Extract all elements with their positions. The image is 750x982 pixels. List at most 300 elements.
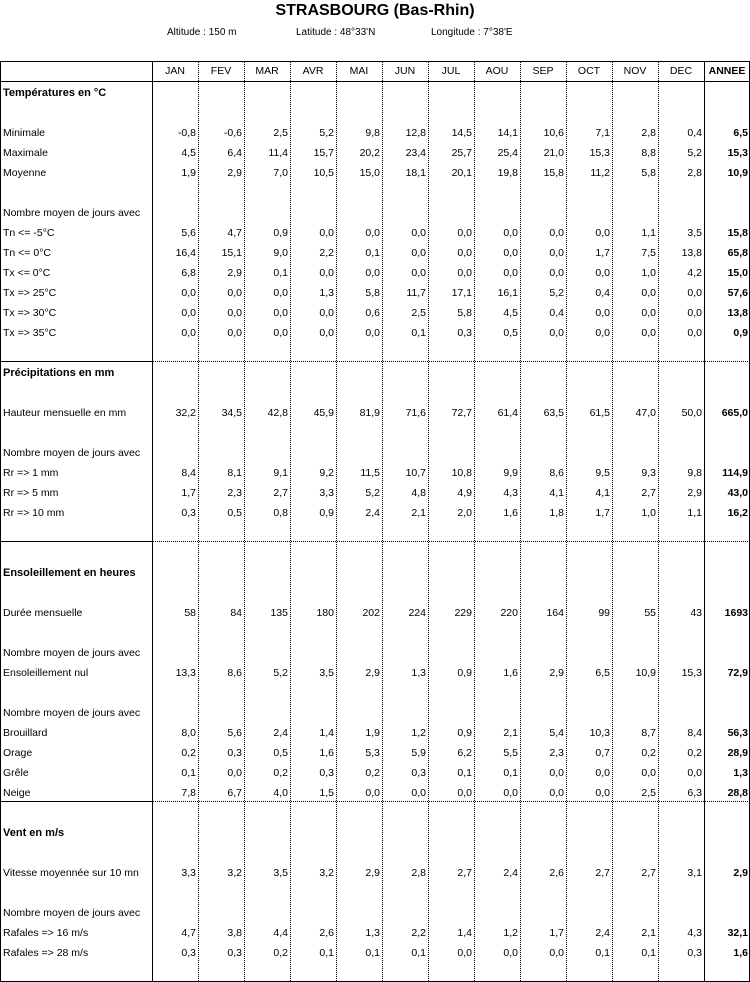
value-cell: 0,0 [457,787,472,799]
value-cell: 4,1 [549,487,564,499]
value-cell: 180 [316,607,334,619]
value-cell: 7,8 [181,787,196,799]
value-cell: 5,4 [549,727,564,739]
value-cell: -0,6 [223,127,242,139]
value-cell: 1,3 [411,667,426,679]
value-cell: 3,8 [227,927,242,939]
value-cell: 4,2 [687,267,702,279]
value-cell: 9,3 [641,467,656,479]
value-cell: 665,0 [721,407,748,419]
row-label: Tx => 30°C [3,307,57,319]
value-cell: 2,1 [503,727,518,739]
value-cell: 11,4 [268,147,288,159]
value-cell: 55 [644,607,656,619]
value-cell: 25,7 [451,147,472,159]
value-cell: 10,8 [451,467,472,479]
value-cell: 1,7 [595,507,610,519]
value-cell: 1,2 [503,927,518,939]
value-cell: 0,9 [457,667,472,679]
value-cell: 1,4 [319,727,334,739]
value-cell: 2,9 [549,667,564,679]
value-cell: 2,9 [365,667,380,679]
value-cell: 229 [454,607,472,619]
section-divider-dotted [152,801,750,802]
value-cell: 13,3 [175,667,196,679]
value-cell: 0,0 [503,267,518,279]
value-cell: 0,9 [273,227,288,239]
value-cell: 8,4 [687,727,702,739]
value-cell: 99 [598,607,610,619]
value-cell: 3,3 [319,487,334,499]
value-cell: 4,3 [687,927,702,939]
value-cell: 20,2 [359,147,380,159]
value-cell: 10,6 [543,127,564,139]
value-cell: 2,4 [273,727,288,739]
value-cell: 47,0 [635,407,656,419]
value-cell: 8,6 [227,667,242,679]
value-cell: 0,1 [503,767,518,779]
value-cell: 1,2 [411,727,426,739]
value-cell: 1,3 [365,927,380,939]
value-cell: 15,0 [727,267,748,279]
row-label: Vitesse moyennée sur 10 mn [3,867,139,879]
value-cell: 5,2 [273,667,288,679]
page-title: STRASBOURG (Bas-Rhin) [275,2,475,19]
value-cell: 15,3 [727,147,748,159]
value-cell: 0,2 [687,747,702,759]
value-cell: 8,6 [549,467,564,479]
value-cell: 4,7 [227,227,242,239]
value-cell: 0,1 [457,767,472,779]
value-cell: 9,1 [273,467,288,479]
value-cell: 8,0 [181,727,196,739]
value-cell: 5,3 [365,747,380,759]
value-cell: 19,8 [497,167,518,179]
value-cell: -0,8 [177,127,196,139]
value-cell: 2,3 [227,487,242,499]
value-cell: 18,1 [405,167,426,179]
value-cell: 0,5 [227,507,242,519]
value-cell: 0,0 [457,247,472,259]
value-cell: 0,1 [181,767,196,779]
value-cell: 2,7 [641,867,656,879]
value-cell: 15,7 [313,147,334,159]
row-label: Tn <= -5°C [3,227,55,239]
value-cell: 0,5 [503,327,518,339]
value-cell: 63,5 [543,407,564,419]
value-cell: 2,9 [733,867,748,879]
value-cell: 0,1 [411,947,426,959]
row-label: Moyenne [3,167,47,179]
value-cell: 21,0 [543,147,564,159]
value-cell: 0,0 [411,227,426,239]
value-cell: 0,0 [227,287,242,299]
value-cell: 2,7 [595,867,610,879]
value-cell: 0,1 [365,247,380,259]
value-cell: 16,1 [497,287,518,299]
value-cell: 0,0 [549,247,564,259]
value-cell: 224 [408,607,426,619]
value-cell: 4,5 [181,147,196,159]
value-cell: 1693 [724,607,748,619]
value-cell: 42,8 [267,407,288,419]
value-cell: 1,7 [595,247,610,259]
column-header-oct: OCT [577,65,601,77]
value-cell: 1,6 [503,667,518,679]
value-cell: 9,8 [687,467,702,479]
value-cell: 0,0 [227,307,242,319]
section-title: Précipitations en mm [3,367,115,379]
row-label: Minimale [3,127,46,139]
value-cell: 12,8 [405,127,426,139]
value-cell: 114,9 [722,467,748,479]
value-cell: 10,9 [635,667,656,679]
value-cell: 4,4 [273,927,288,939]
value-cell: 9,8 [365,127,380,139]
value-cell: 2,9 [687,487,702,499]
value-cell: 2,6 [319,927,334,939]
value-cell: 2,6 [549,867,564,879]
value-cell: 11,5 [360,467,380,479]
value-cell: 0,3 [227,947,242,959]
value-cell: 2,4 [595,927,610,939]
column-header-aou: AOU [485,65,509,77]
value-cell: 6,4 [227,147,242,159]
value-cell: 0,0 [181,287,196,299]
value-cell: 5,2 [687,147,702,159]
value-cell: 0,2 [181,747,196,759]
longitude-text: Longitude : 7°38'E [431,27,513,38]
value-cell: 0,0 [503,947,518,959]
value-cell: 0,0 [457,267,472,279]
column-divider [658,61,659,981]
value-cell: 2,8 [687,167,702,179]
value-cell: 5,2 [365,487,380,499]
value-cell: 58 [184,607,196,619]
value-cell: 0,3 [457,327,472,339]
value-cell: 0,0 [595,307,610,319]
value-cell: 0,0 [273,287,288,299]
column-divider [474,61,475,981]
value-cell: 1,7 [549,927,564,939]
column-divider [612,61,613,981]
value-cell: 0,0 [641,327,656,339]
value-cell: 5,8 [457,307,472,319]
value-cell: 0,0 [319,267,334,279]
row-label: Tx <= 0°C [3,267,51,279]
value-cell: 10,5 [313,167,334,179]
column-divider [566,61,567,981]
value-cell: 2,8 [411,867,426,879]
value-cell: 28,9 [727,747,748,759]
value-cell: 10,3 [589,727,610,739]
value-cell: 0,0 [641,287,656,299]
value-cell: 0,4 [595,287,610,299]
value-cell: 43 [690,607,702,619]
row-label: Brouillard [3,727,48,739]
value-cell: 3,5 [687,227,702,239]
value-cell: 16,2 [727,507,748,519]
column-header-jul: JUL [441,65,461,77]
value-cell: 14,1 [497,127,518,139]
value-cell: 0,6 [365,307,380,319]
value-cell: 15,8 [543,167,564,179]
value-cell: 0,9 [457,727,472,739]
column-divider [520,61,521,981]
value-cell: 1,6 [733,947,748,959]
value-cell: 0,0 [687,307,702,319]
value-cell: 0,0 [457,947,472,959]
value-cell: 15,0 [359,167,380,179]
value-cell: 0,0 [181,307,196,319]
value-cell: 2,4 [365,507,380,519]
value-cell: 15,8 [727,227,748,239]
value-cell: 0,0 [227,767,242,779]
value-cell: 13,8 [681,247,702,259]
value-cell: 0,1 [273,267,288,279]
value-cell: 0,7 [595,747,610,759]
value-cell: 0,0 [273,307,288,319]
value-cell: 3,5 [319,667,334,679]
value-cell: 1,3 [733,767,748,779]
value-cell: 0,0 [549,267,564,279]
value-cell: 16,4 [175,247,196,259]
section-divider [0,801,152,802]
value-cell: 0,1 [641,947,656,959]
row-label: Grêle [3,767,29,779]
value-cell: 5,8 [365,287,380,299]
value-cell: 0,0 [503,227,518,239]
value-cell: 0,2 [365,767,380,779]
value-cell: 81,9 [359,407,380,419]
value-cell: 5,6 [227,727,242,739]
value-cell: 50,0 [681,407,702,419]
value-cell: 32,1 [727,927,748,939]
value-cell: 3,2 [227,867,242,879]
value-cell: 0,0 [595,787,610,799]
section-title: Températures en °C [3,87,107,99]
value-cell: 2,1 [411,507,426,519]
value-cell: 0,0 [549,787,564,799]
value-cell: 2,0 [457,507,472,519]
value-cell: 0,0 [549,227,564,239]
value-cell: 0,0 [365,227,380,239]
value-cell: 45,9 [313,407,334,419]
value-cell: 0,1 [319,947,334,959]
value-cell: 0,9 [319,507,334,519]
value-cell: 9,2 [319,467,334,479]
row-label: Rafales => 16 m/s [3,927,89,939]
value-cell: 0,0 [503,787,518,799]
value-cell: 2,8 [641,127,656,139]
row-label: Tx => 35°C [3,327,57,339]
row-note: Nombre moyen de jours avec [3,707,141,719]
value-cell: 7,1 [595,127,610,139]
value-cell: 0,0 [641,307,656,319]
value-cell: 2,9 [227,167,242,179]
value-cell: 0,3 [181,507,196,519]
value-cell: 2,1 [641,927,656,939]
value-cell: 5,9 [411,747,426,759]
value-cell: 2,7 [641,487,656,499]
value-cell: 0,2 [273,947,288,959]
row-note: Nombre moyen de jours avec [3,207,141,219]
value-cell: 3,5 [273,867,288,879]
value-cell: 0,0 [687,287,702,299]
value-cell: 72,7 [451,407,472,419]
value-cell: 5,8 [641,167,656,179]
row-label: Rr => 1 mm [3,467,59,479]
value-cell: 5,6 [181,227,196,239]
column-header-dec: DEC [669,65,693,77]
value-cell: 0,0 [273,327,288,339]
value-cell: 0,0 [365,327,380,339]
column-divider [152,61,153,981]
row-label: Rr => 5 mm [3,487,59,499]
value-cell: 0,0 [549,947,564,959]
value-cell: 4,0 [273,787,288,799]
value-cell: 23,4 [405,147,426,159]
row-label: Orage [3,747,33,759]
value-cell: 11,7 [406,287,426,299]
value-cell: 15,3 [589,147,610,159]
value-cell: 13,8 [727,307,748,319]
value-cell: 0,0 [365,787,380,799]
value-cell: 9,9 [503,467,518,479]
value-cell: 0,5 [273,747,288,759]
value-cell: 57,6 [727,287,748,299]
value-cell: 1,8 [549,507,564,519]
value-cell: 15,3 [681,667,702,679]
value-cell: 0,0 [411,787,426,799]
latitude-text: Latitude : 48°33'N [296,27,376,38]
row-label: Durée mensuelle [3,607,83,619]
value-cell: 1,6 [503,507,518,519]
value-cell: 14,5 [451,127,472,139]
value-cell: 32,2 [175,407,196,419]
value-cell: 0,0 [687,327,702,339]
value-cell: 6,7 [227,787,242,799]
value-cell: 0,0 [595,327,610,339]
value-cell: 56,3 [727,727,748,739]
column-divider [336,61,337,981]
value-cell: 0,0 [319,307,334,319]
column-header-avr: AVR [302,65,324,77]
value-cell: 1,9 [365,727,380,739]
value-cell: 5,5 [503,747,518,759]
value-cell: 0,0 [319,327,334,339]
value-cell: 72,9 [727,667,748,679]
value-cell: 6,8 [181,267,196,279]
section-title: Ensoleillement en heures [3,567,136,579]
value-cell: 3,2 [319,867,334,879]
table-top-border [0,61,750,62]
value-cell: 4,9 [457,487,472,499]
column-header-mar: MAR [255,65,279,77]
value-cell: 34,5 [221,407,242,419]
value-cell: 2,5 [273,127,288,139]
altitude-text: Altitude : 150 m [167,27,237,38]
column-divider [198,61,199,981]
value-cell: 1,3 [319,287,334,299]
row-label: Neige [3,787,31,799]
value-cell: 28,8 [727,787,748,799]
row-label: Tn <= 0°C [3,247,51,259]
section-divider-dotted [152,541,750,542]
value-cell: 0,3 [319,767,334,779]
value-cell: 1,0 [641,507,656,519]
value-cell: 0,3 [411,767,426,779]
value-cell: 20,1 [451,167,472,179]
value-cell: 5,2 [549,287,564,299]
row-label: Tx => 25°C [3,287,57,299]
value-cell: 2,9 [227,267,242,279]
value-cell: 3,1 [687,867,702,879]
value-cell: 9,5 [595,467,610,479]
value-cell: 0,2 [273,767,288,779]
value-cell: 8,7 [641,727,656,739]
value-cell: 1,1 [687,507,702,519]
value-cell: 11,2 [590,167,610,179]
value-cell: 2,4 [503,867,518,879]
column-divider [382,61,383,981]
value-cell: 3,3 [181,867,196,879]
section-divider [0,541,152,542]
value-cell: 0,0 [641,767,656,779]
value-cell: 0,0 [549,767,564,779]
value-cell: 43,0 [727,487,748,499]
value-cell: 0,8 [273,507,288,519]
value-cell: 2,7 [457,867,472,879]
column-divider [244,61,245,981]
value-cell: 2,9 [365,867,380,879]
value-cell: 1,9 [181,167,196,179]
column-divider [428,61,429,981]
value-cell: 61,5 [589,407,610,419]
value-cell: 10,7 [405,467,426,479]
value-cell: 6,3 [687,787,702,799]
value-cell: 0,0 [181,327,196,339]
section-divider [0,361,152,362]
value-cell: 61,4 [497,407,518,419]
value-cell: 0,0 [687,767,702,779]
row-label: Maximale [3,147,48,159]
value-cell: 220 [500,607,518,619]
value-cell: 1,6 [319,747,334,759]
value-cell: 8,8 [641,147,656,159]
column-header-nov: NOV [623,65,647,77]
value-cell: 0,2 [641,747,656,759]
value-cell: 0,0 [549,327,564,339]
value-cell: 0,0 [227,327,242,339]
value-cell: 17,1 [451,287,472,299]
value-cell: 6,2 [457,747,472,759]
row-label: Ensoleillement nul [3,667,89,679]
value-cell: 7,5 [641,247,656,259]
column-divider [704,61,705,981]
value-cell: 0,0 [319,227,334,239]
value-cell: 0,3 [687,947,702,959]
column-header-annee: ANNEE [708,65,746,77]
value-cell: 0,4 [687,127,702,139]
value-cell: 8,4 [181,467,196,479]
value-cell: 164 [546,607,564,619]
value-cell: 4,7 [181,927,196,939]
value-cell: 0,3 [227,747,242,759]
value-cell: 5,2 [319,127,334,139]
row-note: Nombre moyen de jours avec [3,447,141,459]
value-cell: 1,1 [641,227,656,239]
